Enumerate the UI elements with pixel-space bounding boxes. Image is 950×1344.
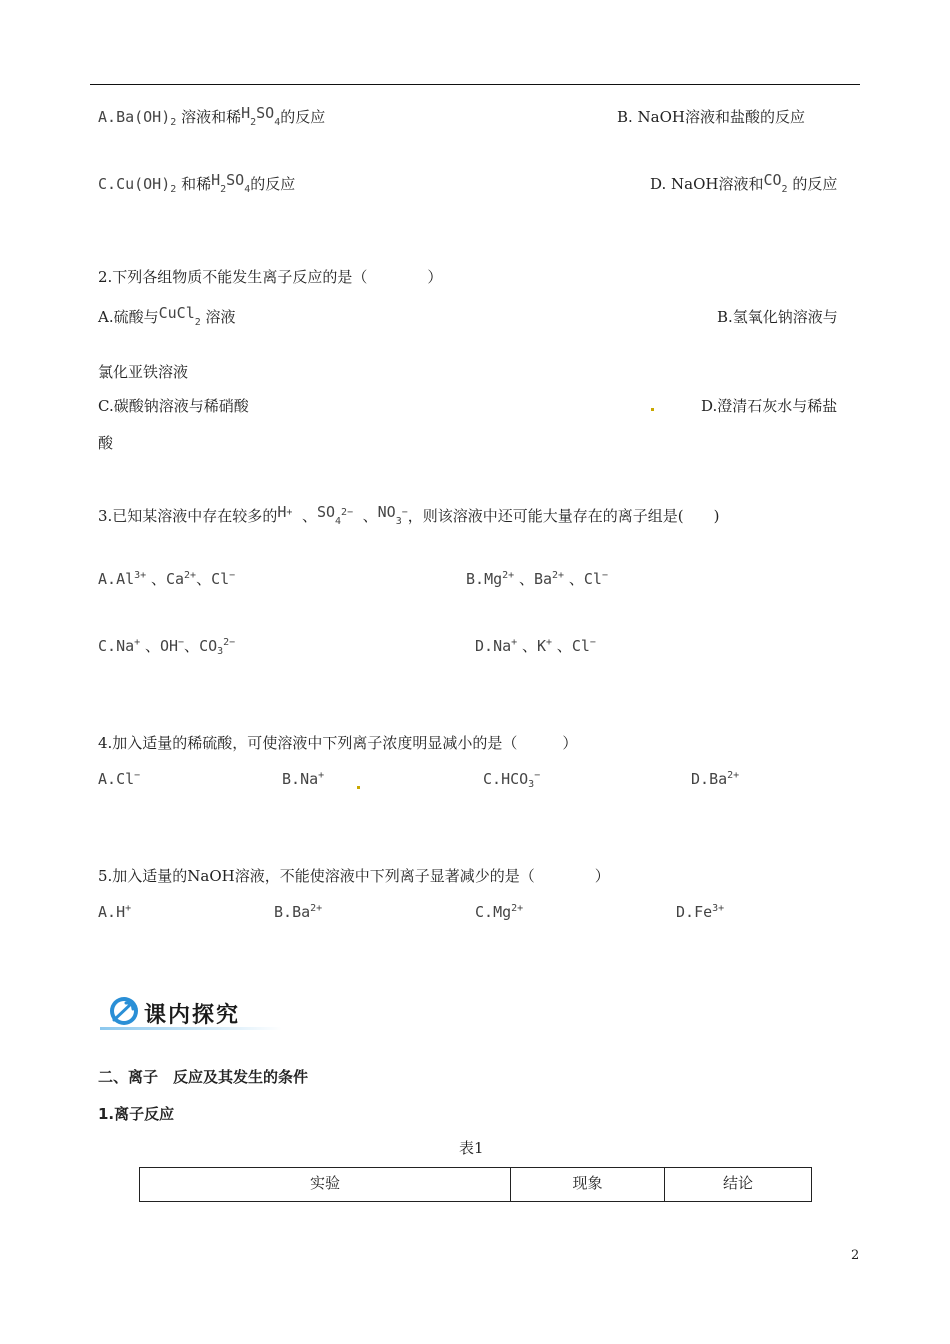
table-header-cell: 现象 [511, 1168, 665, 1202]
q2-stem: 2.下列各组物质不能发生离子反应的是（ ） [98, 268, 443, 286]
q5-stem: 5.加入适量的NaOH溶液，不能使溶液中下列离子显著减少的是（ ） [98, 867, 610, 885]
subheading: 1.离子反应 [98, 1105, 175, 1123]
table-header-cell: 结论 [665, 1168, 812, 1202]
q5-option-b: $B.Ba^{2+}$ [274, 903, 323, 921]
experiment-table [139, 1167, 812, 1202]
q1-option-b: B. NaOH溶液和盐酸的反应 [617, 108, 806, 126]
q4-option-d: $D.Ba^{2+}$ [691, 770, 740, 788]
arrow-badge-icon [110, 997, 138, 1025]
q2-option-a: A.硫酸与CuCl$_2$ 溶液 [98, 304, 236, 328]
q2-option-d: D.澄清石灰水与稀盐 [701, 397, 838, 415]
table-header-row [140, 1168, 812, 1202]
section-heading: 二、离子 反应及其发生的条件 [98, 1068, 309, 1086]
table-caption: 表1 [459, 1139, 484, 1157]
q2-option-b: B.氢氧化钠溶液与 [717, 308, 838, 326]
q2-option-c: C.碳酸钠溶液与稀硝酸 [98, 397, 249, 415]
q4-option-b: B.Na+ [282, 770, 325, 788]
page-number: 2 [851, 1248, 860, 1263]
table-header-cell: 实验 [140, 1168, 511, 1202]
q3-option-a: $A.Al^{3+}$ 、$Ca^{2+}$、Cl− [98, 570, 236, 588]
header-rule [90, 84, 860, 85]
q2-option-b-continued: 氯化亚铁溶液 [98, 363, 189, 381]
q5-option-a: A.H+ [98, 903, 132, 921]
q3-option-b: $B.Mg^{2+}$ 、$Ba^{2+}$ 、Cl− [466, 570, 608, 588]
q3-option-d: D.Na+ 、K+ 、Cl− [475, 637, 596, 655]
q5-option-c: $C.Mg^{2+}$ [475, 903, 524, 921]
q4-stem: 4.加入适量的稀硫酸，可使溶液中下列离子浓度明显减小的是（ ） [98, 734, 578, 752]
q1-option-a: $A.Ba(OH)_2$ 溶液和稀$H_2SO_4$的反应 [98, 104, 326, 128]
q5-option-d: $D.Fe^{3+}$ [676, 903, 725, 921]
q4-option-c: $C.HCO_3^-$ [483, 770, 541, 790]
q1-option-d: D. NaOH溶液和$CO_2$ 的反应 [650, 171, 838, 195]
stray-mark [651, 408, 654, 411]
q2-option-d-continued: 酸 [98, 434, 114, 452]
q3-stem: 3.已知某溶液中存在较多的H+ 、$SO_4^{2-}$ 、$NO_3^-$，则该溶液中还可能大量存在的离子组是( ) [98, 503, 720, 527]
q4-option-a: A.Cl− [98, 770, 141, 788]
q1-option-c: $C.Cu(OH)_2$ 和稀$H_2SO_4$的反应 [98, 171, 296, 195]
section-banner [100, 994, 282, 1032]
stray-mark [357, 786, 360, 789]
section-banner-title: 课内探究 [144, 1002, 241, 1028]
q3-option-c: C.Na+ 、OH−、$CO_3^{2-}$ [98, 637, 236, 657]
